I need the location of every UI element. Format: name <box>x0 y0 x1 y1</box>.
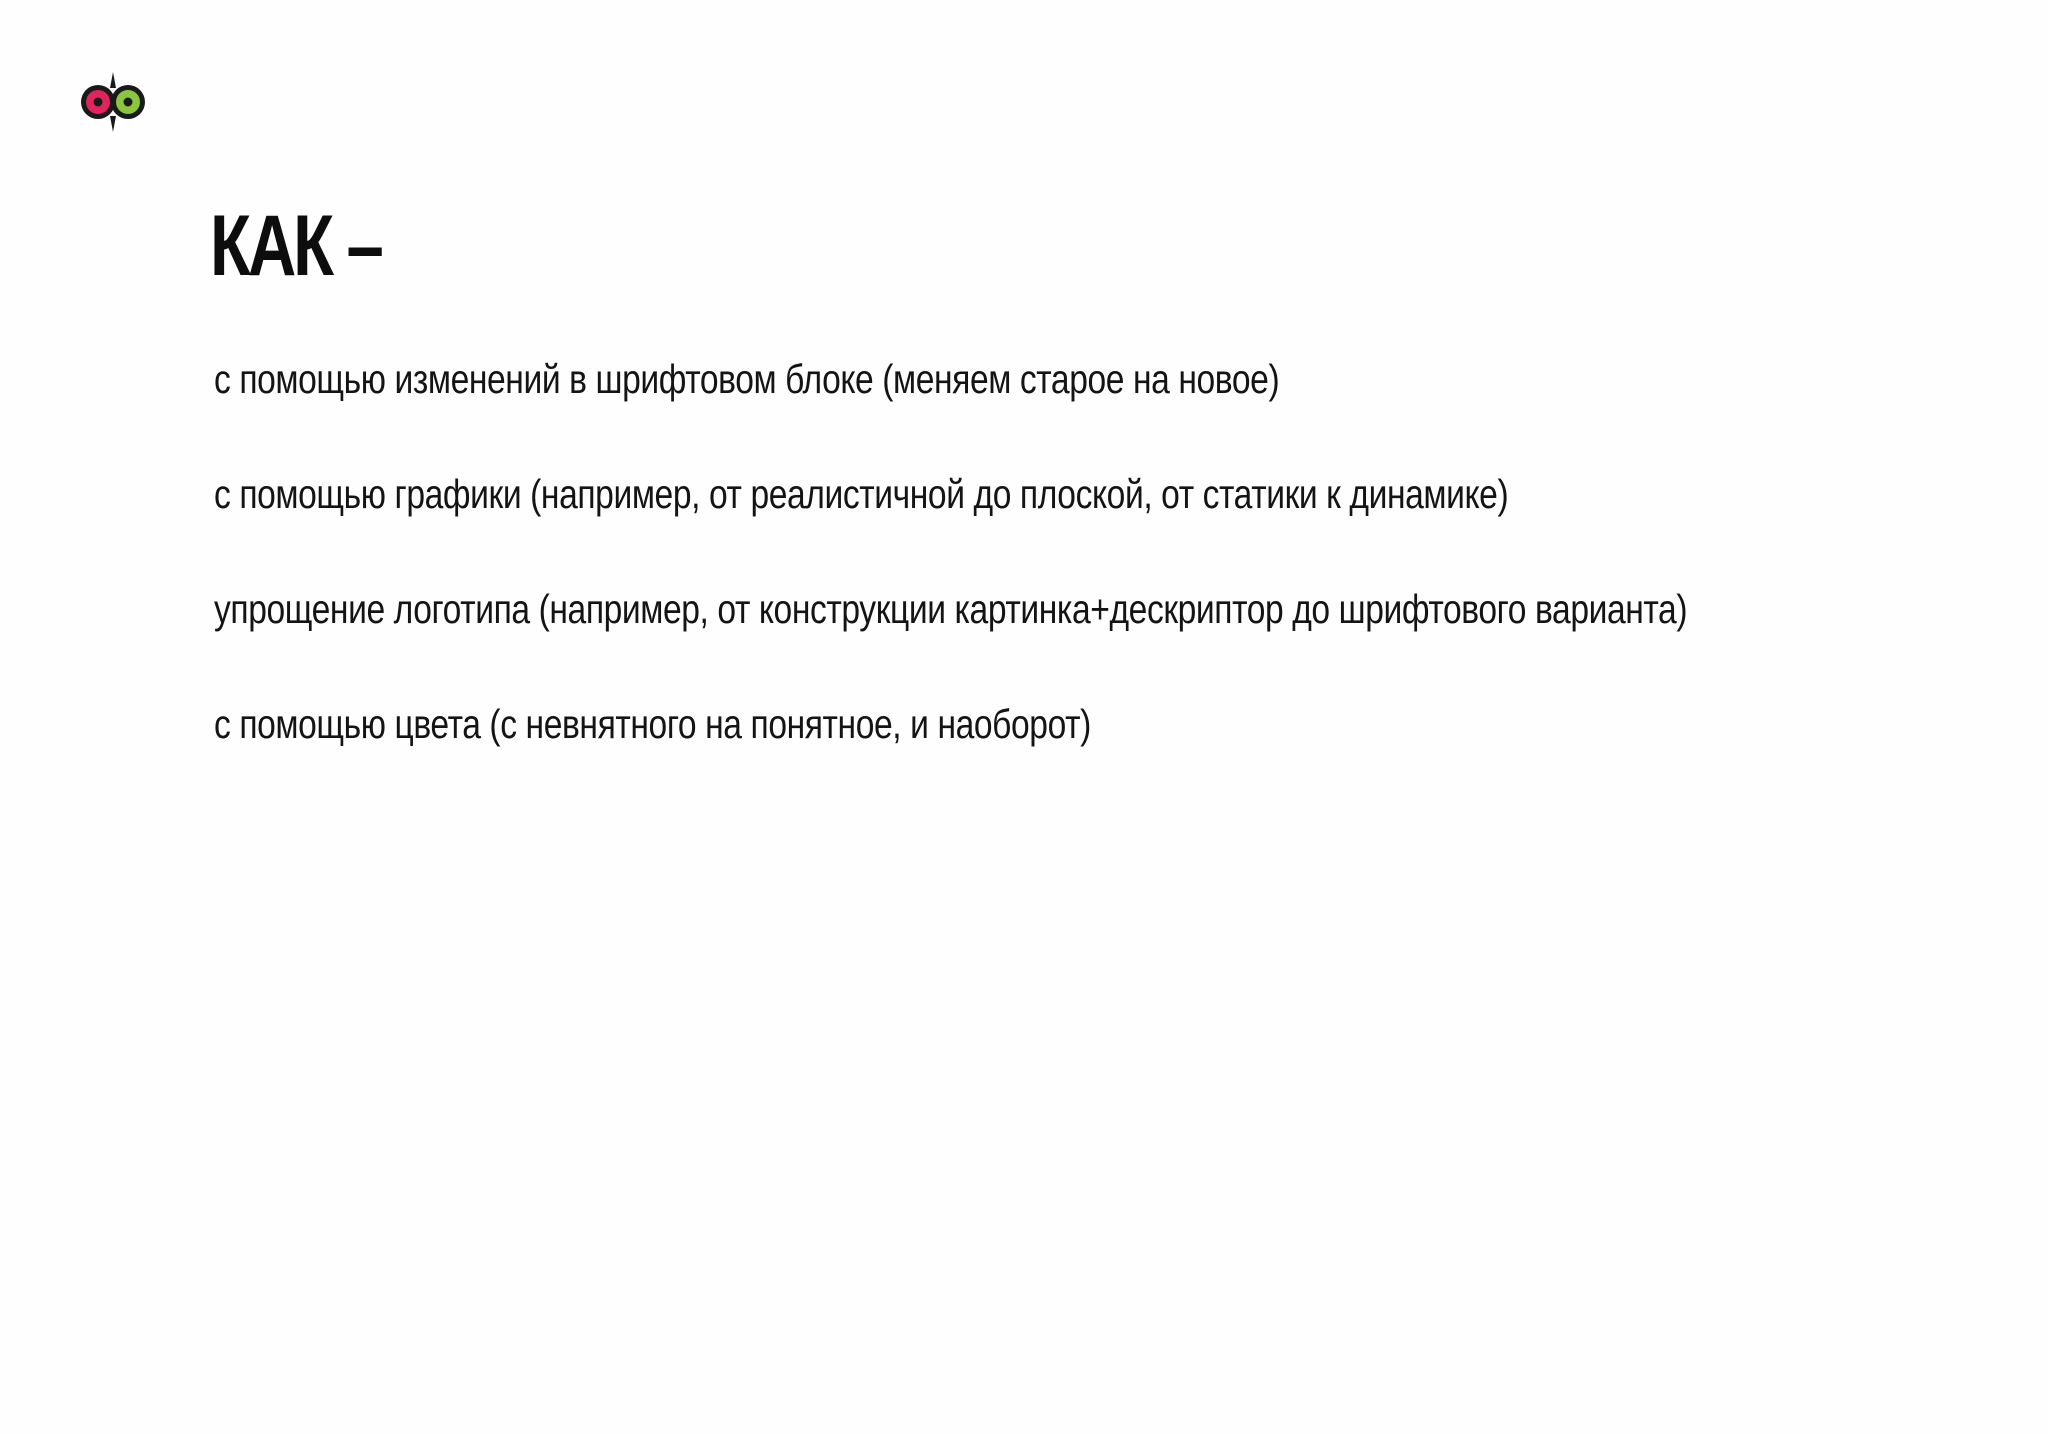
list-item: упрощение логотипа (например, от конструкции картинка+дескриптор до шрифтового варианта) <box>214 586 1688 632</box>
bullet-list <box>214 350 1814 810</box>
two-circles-logo-icon <box>76 70 150 134</box>
list-item: с помощью цвета (с невнятного на понятное, и наоборот) <box>214 701 1091 747</box>
list-item: с помощью изменений в шрифтовом блоке (меняем старое на новое) <box>214 356 1280 402</box>
list-item: с помощью графики (например, от реалистичной до плоской, от статики к динамике) <box>214 471 1509 517</box>
slide-title: КАК – <box>210 198 381 294</box>
brand-logo <box>76 70 150 134</box>
